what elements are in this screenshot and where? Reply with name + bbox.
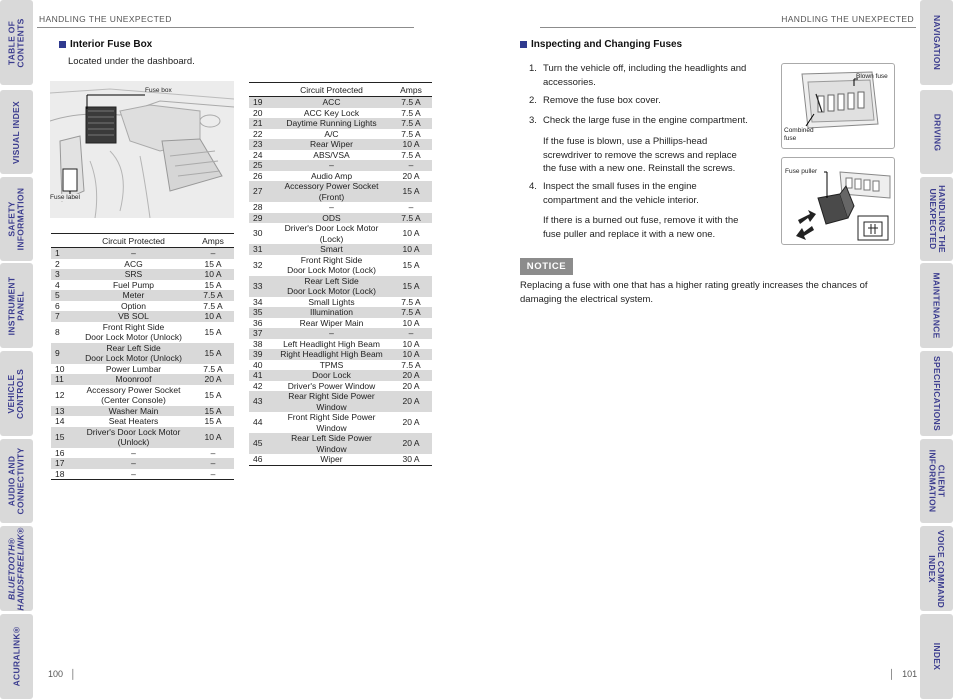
fuse-number: 28 (253, 202, 263, 212)
table1-amps-header: Amps (192, 234, 234, 248)
fuse-number: 16 (55, 447, 65, 458)
step-number: 4. (529, 181, 537, 192)
fuse-number: 12 (55, 389, 65, 400)
fuse-number: 39 (249, 349, 273, 360)
circuit-name: Driver's Power Window (287, 380, 376, 391)
fuse-number: 38 (253, 338, 263, 349)
circuit-name: Front Right Side Power Window (287, 412, 376, 433)
amps-value: 7.5 A (203, 363, 223, 374)
table2-body (249, 97, 432, 466)
fuse-number: 1 (51, 248, 75, 259)
fuse-number: 31 (249, 244, 273, 255)
fuse-number: 5 (51, 290, 75, 301)
tab-label: AUDIO AND CONNECTIVITY (6, 447, 26, 515)
circuit-name: Rear Left Side Door Lock Motor (Lock) (273, 276, 390, 297)
fuse-number: 15 (51, 427, 75, 448)
circuit-name: Daytime Running Lights (273, 118, 390, 129)
circuit-name: Accessory Power Socket (Front) (273, 181, 390, 202)
table-row (249, 97, 432, 108)
table-row (249, 454, 432, 465)
combined-fuse-callout: Combined fuse (784, 127, 814, 142)
fuse-number: 33 (249, 276, 273, 297)
table1-number-header (51, 234, 75, 248)
circuit-name: ODS (273, 213, 390, 224)
amps-value: 7.5 A (390, 97, 432, 108)
fuse-number: 10 (55, 363, 65, 374)
amps-value: 7.5 A (401, 296, 421, 307)
fuse-number: 34 (253, 296, 263, 307)
fuse-puller-callout: Fuse puller (785, 168, 818, 175)
circuit-name: – (75, 469, 192, 480)
circuit-name: ABS/VSA (313, 149, 350, 160)
table1-circuit-header: Circuit Protected (75, 234, 192, 248)
circuit-name: – (131, 447, 136, 458)
table-row (249, 412, 432, 433)
tab-label: VEHICLE CONTROLS (6, 368, 26, 419)
amps-value: 15 A (204, 416, 222, 426)
circuit-name: Moonroof (75, 374, 192, 385)
fuse-number: 44 (253, 417, 263, 428)
circuit-name: – (75, 458, 192, 469)
amps-value: 10 A (192, 311, 234, 322)
fuse-number: 36 (253, 317, 263, 328)
tab-audio[interactable] (0, 439, 33, 523)
amps-value: 15 A (204, 258, 222, 269)
amps-value: 30 A (390, 454, 432, 465)
fuse-number: 29 (249, 213, 273, 224)
tab-safety[interactable] (0, 177, 33, 261)
amps-value: – (192, 248, 234, 259)
notice-text: Replacing a fuse with one that has a higher rating greatly increases the chances of damaging the electrical system. (520, 280, 868, 305)
tab-label: CLIENT INFORMATION (927, 449, 947, 513)
table-row (51, 406, 234, 417)
fuse-number: 43 (249, 391, 273, 412)
amps-value: 15 A (204, 389, 222, 400)
page-number-right: │ 101 (889, 669, 918, 679)
fuse-number: 26 (253, 170, 263, 181)
circuit-name: ACG (124, 258, 143, 269)
fuse-box-callout: Fuse box (145, 87, 172, 94)
table-row (249, 255, 432, 276)
fuse-number: 9 (51, 343, 75, 364)
amps-value: 20 A (390, 433, 432, 454)
table-row (249, 213, 432, 224)
amps-value: 7.5 A (192, 290, 234, 301)
amps-value: 10 A (390, 244, 432, 255)
step-text: Check the large fuse in the engine compartment. (543, 115, 748, 126)
tab-label: INDEX (931, 642, 942, 671)
tab-voice-command[interactable] (920, 526, 953, 611)
circuit-name: Front Right Side Door Lock Motor (Lock) (287, 254, 376, 275)
table-row (249, 297, 432, 308)
table-row (51, 364, 234, 375)
circuit-name: Power Lumbar (105, 363, 162, 374)
circuit-name: Rear Wiper Main (299, 317, 364, 328)
running-header-left: HANDLING THE UNEXPECTED (39, 14, 172, 24)
tab-handling[interactable] (920, 177, 953, 261)
table-row (249, 129, 432, 140)
tab-label: HANDLING THE UNEXPECTED (927, 185, 947, 253)
blown-fuse-illustration (781, 63, 895, 149)
heading-bullet-icon (59, 41, 66, 48)
step-number: 1. (529, 63, 537, 74)
amps-value: 10 A (390, 139, 432, 150)
fuse-number: 35 (249, 307, 273, 318)
amps-value: 7.5 A (390, 307, 432, 318)
table-row (249, 202, 432, 213)
step-number: 3. (529, 115, 537, 126)
fuse-table-1 (51, 233, 234, 480)
tab-label: MAINTENANCE (932, 272, 943, 339)
amps-value: 10 A (390, 349, 432, 360)
fuse-number: 22 (253, 128, 263, 139)
heading-bullet-icon (520, 41, 527, 48)
table-row (249, 318, 432, 329)
tab-label: INSTRUMENT PANEL (6, 276, 26, 335)
circuit-name: ACC (273, 97, 390, 108)
table-row (249, 381, 432, 392)
fuse-table-2 (249, 82, 432, 466)
table2-amps-header: Amps (390, 83, 432, 97)
heading-text: Inspecting and Changing Fuses (531, 39, 683, 50)
table-row (51, 322, 234, 343)
amps-value: 20 A (390, 370, 432, 381)
heading-text: Interior Fuse Box (70, 39, 153, 50)
table-row (249, 433, 432, 454)
circuit-name: Driver's Door Lock Motor (Lock) (284, 223, 379, 244)
table-row (249, 349, 432, 360)
amps-value: 10 A (402, 317, 420, 328)
circuit-name: Meter (75, 290, 192, 301)
tab-label: ACURALINK® (11, 626, 22, 687)
tab-navigation[interactable] (920, 0, 953, 85)
amps-value: 10 A (192, 269, 234, 280)
fuse-number: 18 (51, 469, 75, 480)
amps-value: 15 A (192, 406, 234, 417)
tab-label: NAVIGATION (932, 14, 943, 71)
table-row (51, 427, 234, 448)
fuse-number: 6 (55, 300, 60, 311)
tab-vehicle-controls[interactable] (0, 351, 33, 436)
circuit-name: Fuel Pump (112, 279, 155, 290)
fuse-number: 21 (249, 118, 273, 129)
circuit-name: Rear Right Side Power Window (273, 391, 390, 412)
amps-value: 7.5 A (401, 359, 421, 370)
tab-maintenance[interactable] (920, 263, 953, 348)
table-row (249, 276, 432, 297)
fuse-number: 27 (249, 181, 273, 202)
circuit-name: Left Headlight High Beam (283, 338, 380, 349)
table-row (51, 343, 234, 364)
circuit-name: Right Headlight High Beam (273, 349, 390, 360)
table-row (51, 301, 234, 312)
fuse-number: 37 (249, 328, 273, 339)
amps-value: 7.5 A (390, 213, 432, 224)
tab-label: TABLE OF CONTENTS (6, 17, 26, 68)
fuse-number: 13 (51, 406, 75, 417)
circuit-name: – (75, 248, 192, 259)
fuse-number: 40 (253, 359, 263, 370)
fuse-number: 46 (249, 454, 273, 465)
interior-fuse-box-heading (59, 39, 152, 50)
step-number: 2. (529, 95, 537, 106)
fuse-number: 23 (249, 139, 273, 150)
circuit-name: Wiper (273, 454, 390, 465)
header-rule-right (540, 27, 916, 28)
fuse-number: 3 (51, 269, 75, 280)
table-row (51, 248, 234, 259)
amps-value: – (408, 202, 414, 212)
tab-label: SAFETY INFORMATION (6, 187, 26, 251)
tab-label: SPECIFICATIONS (932, 356, 943, 431)
fuse-number: 24 (253, 149, 263, 160)
amps-value: 7.5 A (401, 107, 421, 118)
amps-value: 15 A (192, 343, 234, 364)
circuit-name: VB SOL (75, 311, 192, 322)
table1-body (51, 248, 234, 480)
table-row (249, 118, 432, 129)
tab-toc[interactable] (0, 0, 33, 85)
circuit-name: Option (120, 300, 147, 311)
fuse-number: 11 (51, 374, 75, 385)
amps-value: 15 A (204, 279, 222, 290)
table-row (51, 385, 234, 406)
table-row (249, 160, 432, 171)
table-row (249, 307, 432, 318)
table-row (51, 374, 234, 385)
amps-value: 15 A (390, 181, 432, 202)
amps-value: – (192, 469, 234, 480)
circuit-name: Rear Left Side Door Lock Motor (Unlock) (75, 343, 192, 364)
running-header-right: HANDLING THE UNEXPECTED (781, 14, 914, 24)
table-row (51, 269, 234, 280)
table-row (51, 259, 234, 270)
fuse-number: 2 (55, 258, 60, 269)
tab-bluetooth[interactable] (0, 526, 33, 611)
circuit-name: – (273, 160, 390, 171)
tab-driving[interactable] (920, 90, 953, 174)
table-row (249, 339, 432, 350)
circuit-name: Driver's Door Lock Motor (Unlock) (75, 427, 192, 448)
fuse-number: 4 (55, 279, 60, 290)
circuit-name: Audio Amp (310, 170, 353, 181)
circuit-name: Front Right Side Door Lock Motor (Unlock) (85, 321, 182, 342)
header-rule-left (37, 27, 414, 28)
table-row (51, 290, 234, 301)
fuse-number: 30 (253, 228, 263, 239)
circuit-name: TPMS (319, 359, 344, 370)
table-row (249, 139, 432, 150)
tab-specifications[interactable] (920, 351, 953, 436)
amps-value: 7.5 A (401, 128, 421, 139)
amps-value: 10 A (402, 228, 420, 239)
circuit-name: ACC Key Lock (303, 107, 360, 118)
table-row (249, 360, 432, 371)
circuit-name: Door Lock (273, 370, 390, 381)
table2-number-header (249, 83, 273, 97)
table-row (51, 469, 234, 480)
notice-badge: NOTICE (520, 258, 573, 275)
table-row (51, 448, 234, 459)
amps-value: 10 A (402, 338, 420, 349)
step-text: Inspect the small fuses in the engine compartment and the vehicle interior. (543, 181, 699, 206)
circuit-name: Seat Heaters (108, 416, 159, 426)
amps-value: – (390, 328, 432, 339)
fuse-puller-illustration (781, 157, 895, 245)
fuse-number: 25 (249, 160, 273, 171)
tab-label: VOICE COMMAND INDEX (927, 529, 947, 608)
amps-value: 15 A (390, 276, 432, 297)
table-row (249, 223, 432, 244)
dashboard-fuse-box-illustration (50, 81, 234, 218)
fuse-number: 42 (253, 380, 263, 391)
fuse-number: 45 (249, 433, 273, 454)
amps-value: 15 A (402, 259, 420, 270)
table-row (51, 280, 234, 291)
fuse-number: 7 (51, 311, 75, 322)
blown-fuse-callout: Blown fuse (856, 73, 888, 80)
fuse-number: 41 (249, 370, 273, 381)
inspection-steps (529, 62, 769, 242)
step-text: If there is a burned out fuse, remove it with the fuse puller and replace it with a new one. (543, 215, 739, 240)
circuit-name: SRS (75, 269, 192, 280)
table-row (249, 150, 432, 161)
page-number-value: 100 (48, 669, 64, 679)
circuit-name: Washer Main (75, 406, 192, 417)
fuse-number: 17 (51, 458, 75, 469)
tab-acuralink[interactable] (0, 614, 33, 699)
circuit-name: – (329, 202, 334, 212)
table-row (51, 416, 234, 427)
circuit-name: Accessory Power Socket (Center Console) (86, 384, 181, 405)
tab-instrument[interactable] (0, 263, 33, 348)
step-text: Remove the fuse box cover. (543, 95, 661, 106)
table-row (249, 370, 432, 381)
table-row (249, 391, 432, 412)
tab-client-info[interactable] (920, 439, 953, 523)
table-row (51, 311, 234, 322)
amps-value: 20 A (192, 374, 234, 385)
inspecting-heading (520, 39, 682, 50)
step-text: Turn the vehicle off, including the headlights and accessories. (543, 63, 747, 88)
amps-value: 7.5 A (401, 149, 421, 160)
amps-value: 20 A (402, 417, 420, 428)
amps-value: 15 A (204, 326, 222, 337)
tab-label: VISUAL INDEX (11, 100, 21, 164)
table-row (51, 458, 234, 469)
table2-circuit-header: Circuit Protected (273, 83, 390, 97)
amps-value: 10 A (192, 427, 234, 448)
tab-label: DRIVING (932, 113, 942, 151)
amps-value: 20 A (402, 170, 420, 181)
circuit-name: A/C (324, 128, 339, 139)
circuit-name: Rear Left Side Power Window (273, 433, 390, 454)
circuit-name: Illumination (273, 307, 390, 318)
page-number-left: 100 │ (48, 669, 77, 679)
fuse-label-callout: Fuse label (50, 194, 80, 201)
amps-value: – (210, 447, 216, 458)
circuit-name: Rear Wiper (273, 139, 390, 150)
table-row (249, 244, 432, 255)
fuse-number: 14 (55, 416, 65, 426)
table-row (249, 171, 432, 182)
circuit-name: Smart (273, 244, 390, 255)
fuse-number: 19 (249, 97, 273, 108)
amps-value: 20 A (390, 391, 432, 412)
step-text: If the fuse is blown, use a Phillips-head screwdriver to remove the screws and replace the fuse with a new one. Reinstall the screws. (543, 136, 737, 174)
amps-value: 7.5 A (203, 300, 223, 311)
table-row (249, 181, 432, 202)
page-number-value: 101 (902, 669, 918, 679)
tab-label: BLUETOOTH® HANDSFREELINK® (6, 526, 26, 611)
tab-index[interactable] (920, 614, 953, 699)
amps-value: 7.5 A (390, 118, 432, 129)
circuit-name: – (273, 328, 390, 339)
amps-value: – (192, 458, 234, 469)
amps-value: 20 A (402, 380, 420, 391)
tab-visual-index[interactable] (0, 90, 33, 174)
table-row (249, 108, 432, 119)
table-row (249, 328, 432, 339)
fuse-number: 8 (55, 326, 60, 337)
interior-location-text: Located under the dashboard. (68, 56, 195, 67)
circuit-name: Small Lights (308, 296, 355, 307)
fuse-number: 20 (253, 107, 263, 118)
amps-value: – (390, 160, 432, 171)
fuse-number: 32 (253, 259, 263, 270)
